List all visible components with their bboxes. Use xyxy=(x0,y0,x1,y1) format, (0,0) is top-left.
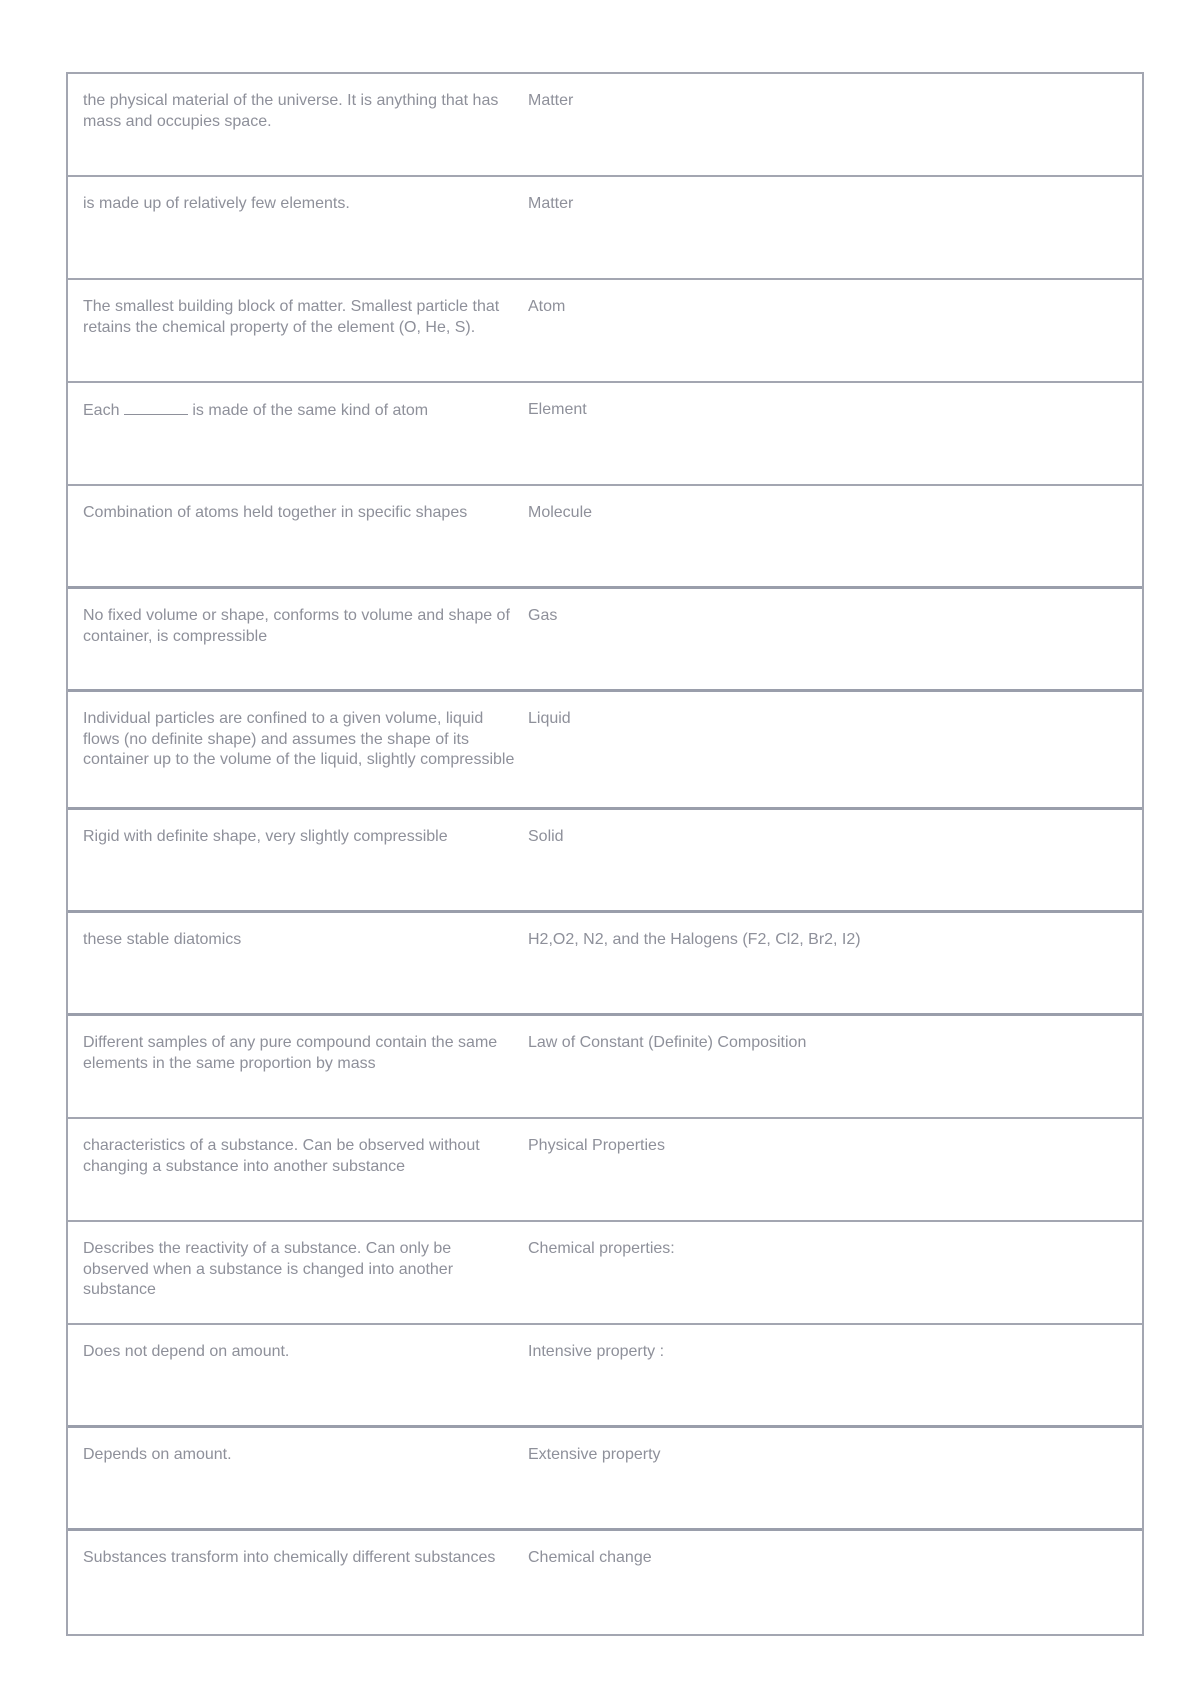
flashcard-row-atom xyxy=(68,280,1142,383)
card-definition: Extensive property xyxy=(528,1446,661,1463)
card-definition: Intensive property : xyxy=(528,1343,665,1360)
card-term: No fixed volume or shape, conforms to volume and shape of container, is compressible xyxy=(83,607,510,645)
term-before-blank: Each xyxy=(83,402,120,419)
card-term: is made up of relatively few elements. xyxy=(83,195,350,212)
flashcard-row-chemical-properties xyxy=(68,1222,1142,1325)
card-definition: Molecule xyxy=(528,504,593,521)
card-term: Individual particles are confined to a given volume, liquid flows (no definite shape) and assumes the shape of its container up to the volume of the liquid, slightly compressible xyxy=(83,710,515,768)
card-term xyxy=(68,400,528,484)
card-definition: Element xyxy=(528,401,587,418)
card-definition: Law of Constant (Definite) Composition xyxy=(528,1034,807,1051)
card-definition: H2,O2, N2, and the Halogens (F2, Cl2, Br2, I2) xyxy=(528,931,861,948)
card-definition: Atom xyxy=(528,298,566,315)
card-definition: Chemical properties: xyxy=(528,1240,675,1257)
flashcard-row-physical-properties xyxy=(68,1119,1142,1222)
card-definition: Chemical change xyxy=(528,1549,652,1566)
flashcard-row-extensive-property xyxy=(68,1428,1142,1531)
card-term: these stable diatomics xyxy=(83,931,242,948)
card-term: the physical material of the universe. It is anything that has mass and occupies space. xyxy=(83,92,499,130)
flashcard-table xyxy=(66,72,1144,1636)
fill-in-blank xyxy=(124,400,188,415)
card-term: Different samples of any pure compound contain the same elements in the same proportion by mass xyxy=(83,1034,498,1072)
flashcard-row-gas xyxy=(68,589,1142,692)
flashcard-row-intensive-property xyxy=(68,1325,1142,1428)
card-definition: Physical Properties xyxy=(528,1137,665,1154)
flashcard-row-molecule xyxy=(68,486,1142,589)
card-definition: Matter xyxy=(528,195,574,212)
flashcard-row-liquid xyxy=(68,692,1142,810)
card-term: Describes the reactivity of a substance. Can only be observed when a substance is changed into another substance xyxy=(83,1240,454,1298)
flashcard-row-solid xyxy=(68,810,1142,913)
card-definition: Gas xyxy=(528,607,558,624)
card-term: Does not depend on amount. xyxy=(83,1343,290,1360)
flashcard-row-matter-1 xyxy=(68,74,1142,177)
card-definition: Matter xyxy=(528,92,574,109)
flashcard-row-matter-2 xyxy=(68,177,1142,280)
card-term: Combination of atoms held together in specific shapes xyxy=(83,504,468,521)
flashcard-row-element xyxy=(68,383,1142,486)
flashcard-row-diatomics xyxy=(68,913,1142,1016)
flashcard-row-constant-composition xyxy=(68,1016,1142,1119)
card-definition: Liquid xyxy=(528,710,571,727)
flashcard-row-chemical-change xyxy=(68,1531,1142,1634)
card-term: Rigid with definite shape, very slightly compressible xyxy=(83,828,448,845)
term-after-blank: is made of the same kind of atom xyxy=(192,402,429,419)
card-term: Depends on amount. xyxy=(83,1446,232,1463)
card-term: The smallest building block of matter. Smallest particle that retains the chemical property of the element (O, He, S). xyxy=(83,298,500,336)
card-term: characteristics of a substance. Can be observed without changing a substance into another substance xyxy=(83,1137,480,1175)
card-term: Substances transform into chemically different substances xyxy=(83,1549,496,1566)
card-definition: Solid xyxy=(528,828,564,845)
